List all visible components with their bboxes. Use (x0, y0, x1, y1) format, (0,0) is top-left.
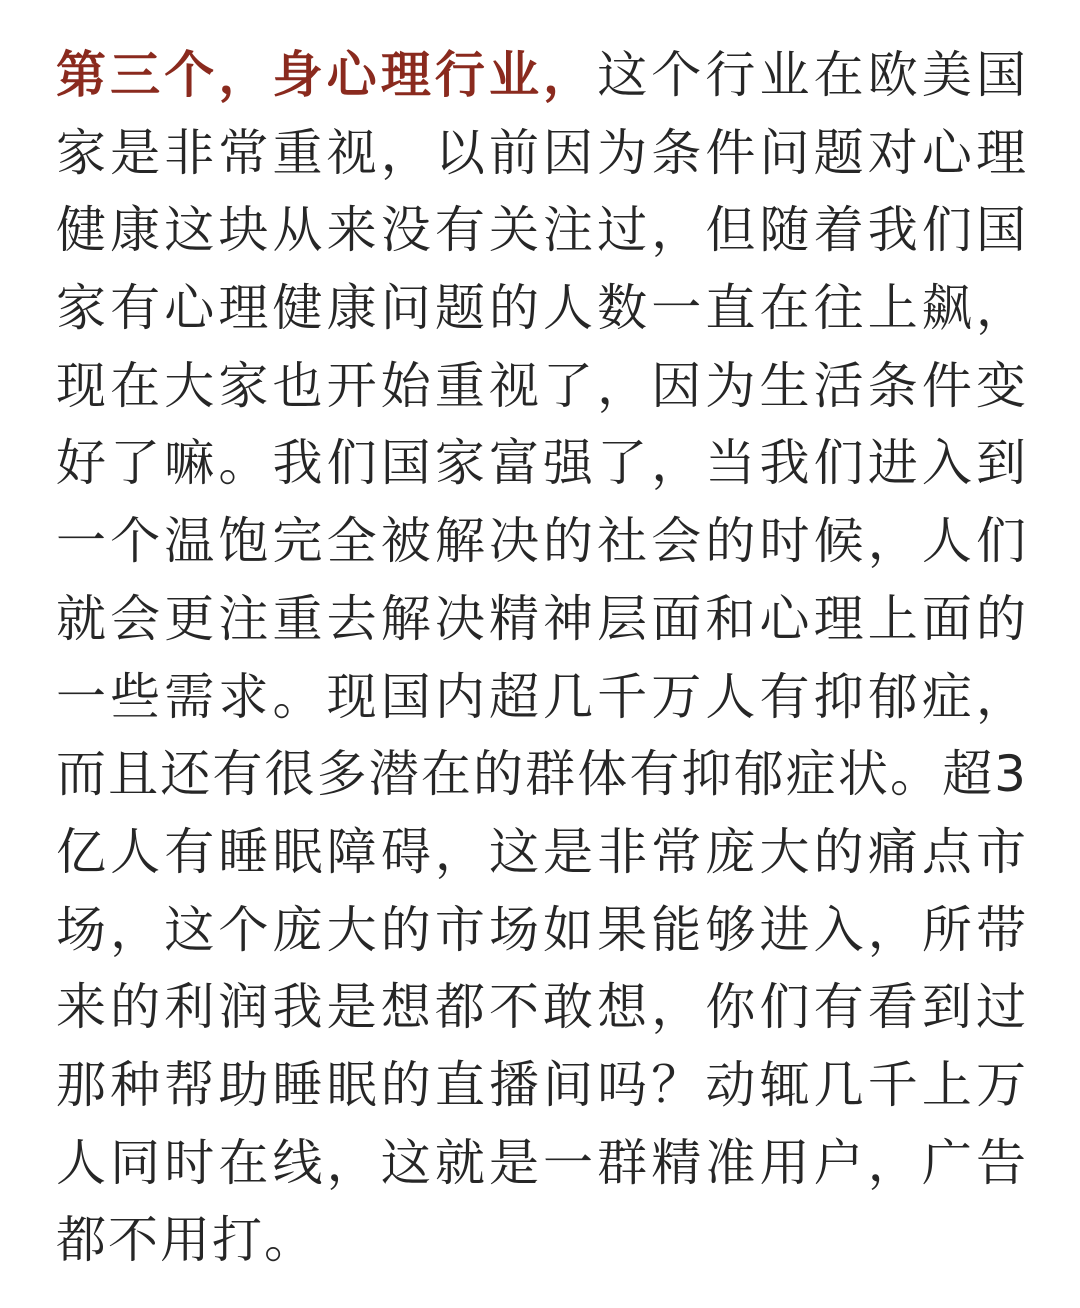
text-line-6: 好了嘛。我们国家富强了，当我们进入到 (56, 434, 1026, 493)
text-line-12: 场，这个庞大的市场如果能够进入，所带 (56, 900, 1026, 959)
text-line-2: 家是非常重视，以前因为条件问题对心理 (56, 123, 1026, 182)
text-line-14: 那种帮助睡眠的直播间吗？动辄几千上万 (56, 1055, 1026, 1114)
text-line-9: 一些需求。现国内超几千万人有抑郁症， (56, 667, 1026, 726)
text-line-8: 就会更注重去解决精神层面和心理上面的 (56, 589, 1026, 648)
text-line-1 (56, 37, 1026, 115)
text-line-15: 人同时在线，这就是一群精准用户，广告 (56, 1133, 1026, 1192)
text-line-13: 来的利润我是想都不敢想，你们有看到过 (56, 978, 1026, 1037)
text-line-7: 一个温饱完全被解决的社会的时候，人们 (56, 512, 1026, 571)
text-line-4: 家有心理健康问题的人数一直在往上飙， (56, 279, 1026, 338)
text-line-11: 亿人有睡眠障碍，这是非常庞大的痛点市 (56, 822, 1026, 881)
text-line-16: 都不用打。 (56, 1211, 316, 1270)
article-body (56, 37, 1026, 1280)
text-line-5: 现在大家也开始重视了，因为生活条件变 (56, 356, 1026, 415)
section-heading: 第三个，身心理行业， (56, 46, 598, 104)
text-line-3: 健康这块从来没有关注过，但随着我们国 (56, 201, 1026, 260)
text-line-1-body: 这个行业在欧美国 (597, 46, 1027, 104)
text-line-10: 而且还有很多潜在的群体有抑郁症状。超3 (56, 745, 1026, 804)
